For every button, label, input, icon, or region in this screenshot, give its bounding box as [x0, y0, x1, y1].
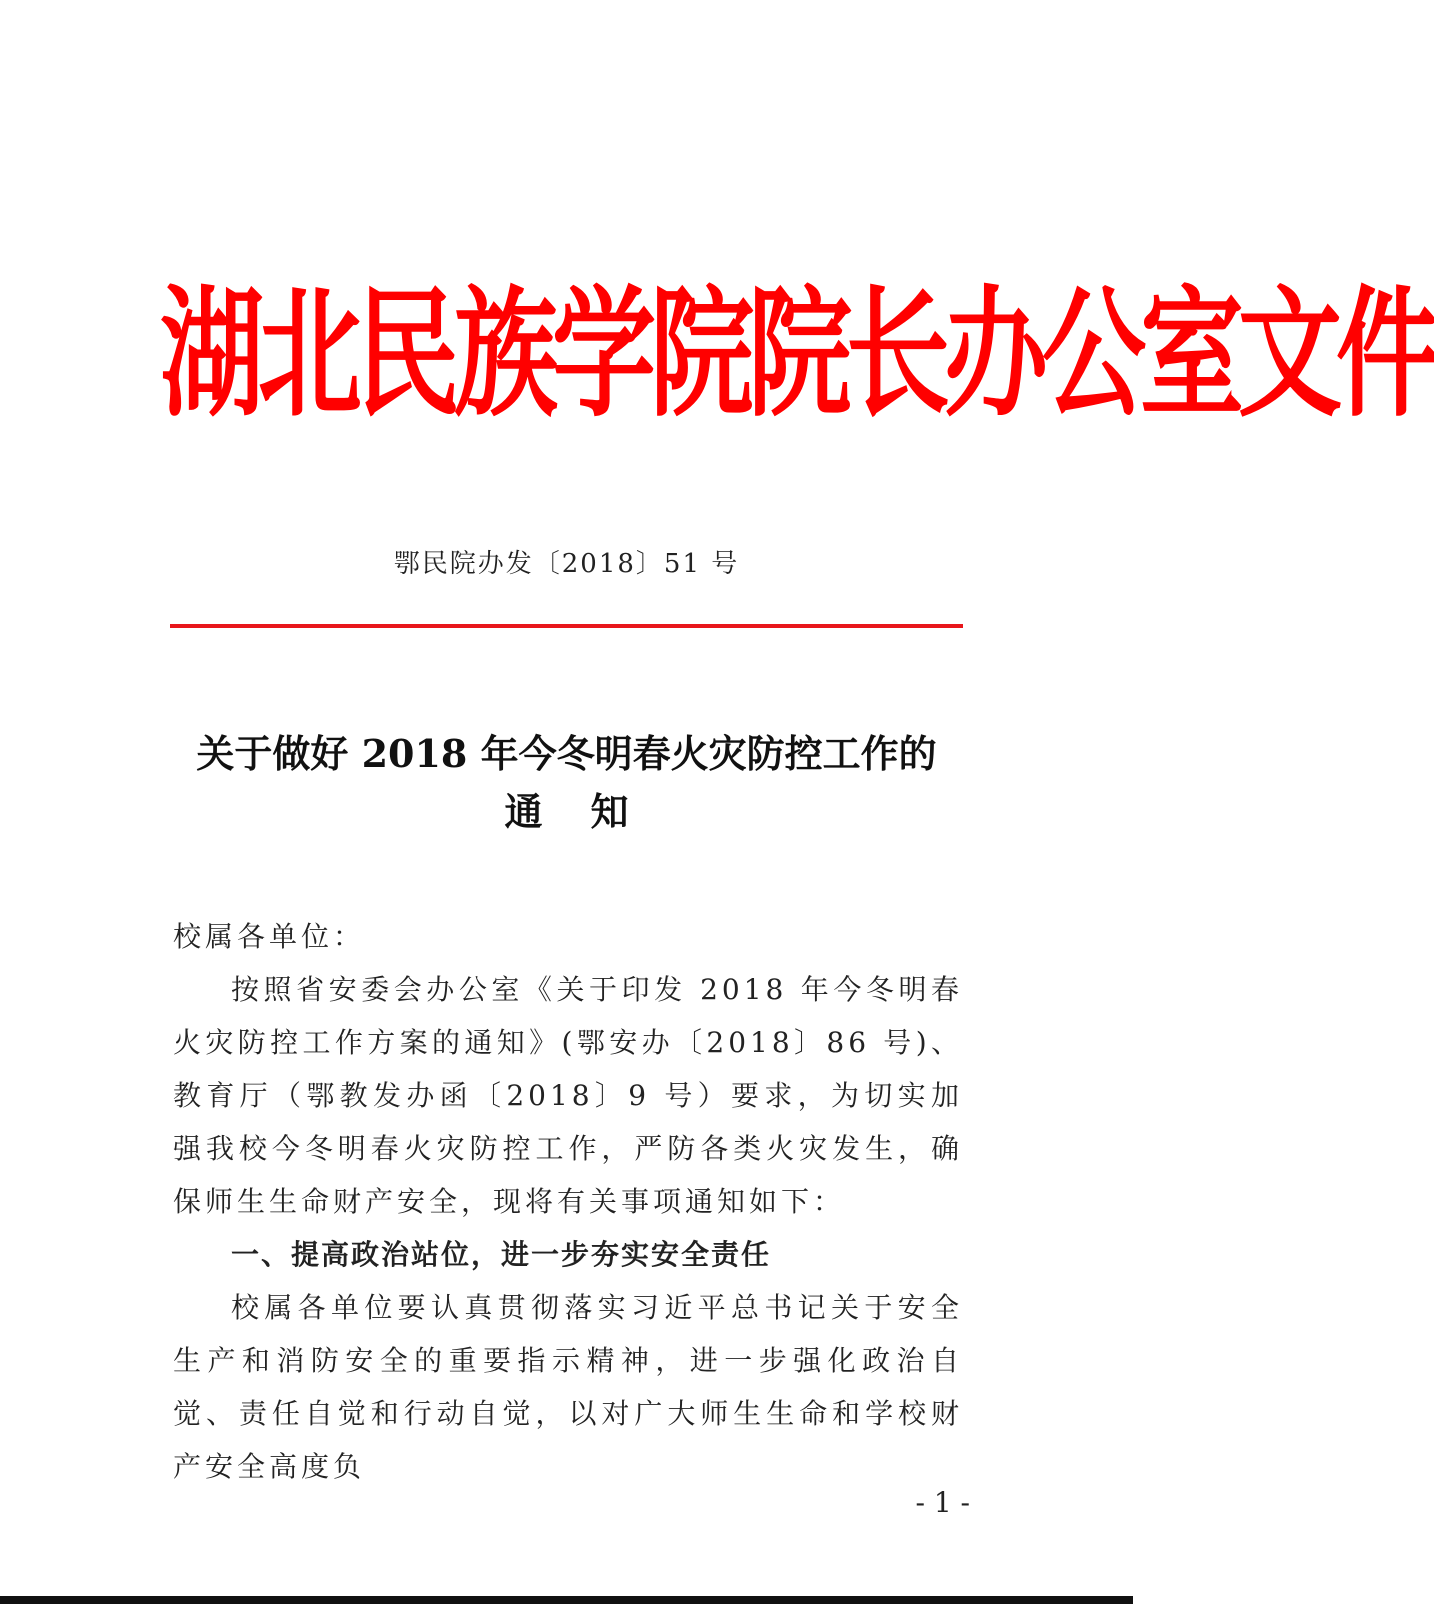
notice-title: [150, 725, 983, 841]
document-number: 鄂民院办发〔2018〕51 号: [393, 549, 740, 579]
section-1-heading: 一、提高政治站位，进一步夯实安全责任: [231, 1238, 772, 1271]
title-line-2: 通知: [504, 789, 677, 834]
bottom-edge-bar: [0, 1596, 1133, 1604]
page-number: - 1 -: [915, 1486, 970, 1519]
masthead-title: 湖北民族学院院长办公室文件: [160, 271, 1434, 437]
section-1-paragraph: 校属各单位要认真贯彻落实习近平总书记关于安全生产和消防安全的重要指示精神，进一步强化政治自觉、责任自觉和行动自觉，以对广大师生生命和学校财产安全高度负: [173, 1291, 963, 1483]
intro-paragraph: 按照省安委会办公室《关于印发 2018 年今冬明春火灾防控工作方案的通知》(鄂安办〔2018〕86 号)、教育厅（鄂教发办函〔2018〕9 号）要求，为切实加强我校今冬明春火灾防控工作，严防各类火灾发生，确保师生生命财产安全，现将有关事项通知如下：: [173, 973, 963, 1218]
notice-body: [173, 910, 963, 1493]
red-divider-rule: [170, 624, 963, 628]
salutation: 校属各单位：: [173, 920, 366, 953]
title-line-1: 关于做好 2018 年今冬明春火灾防控工作的: [196, 731, 937, 776]
